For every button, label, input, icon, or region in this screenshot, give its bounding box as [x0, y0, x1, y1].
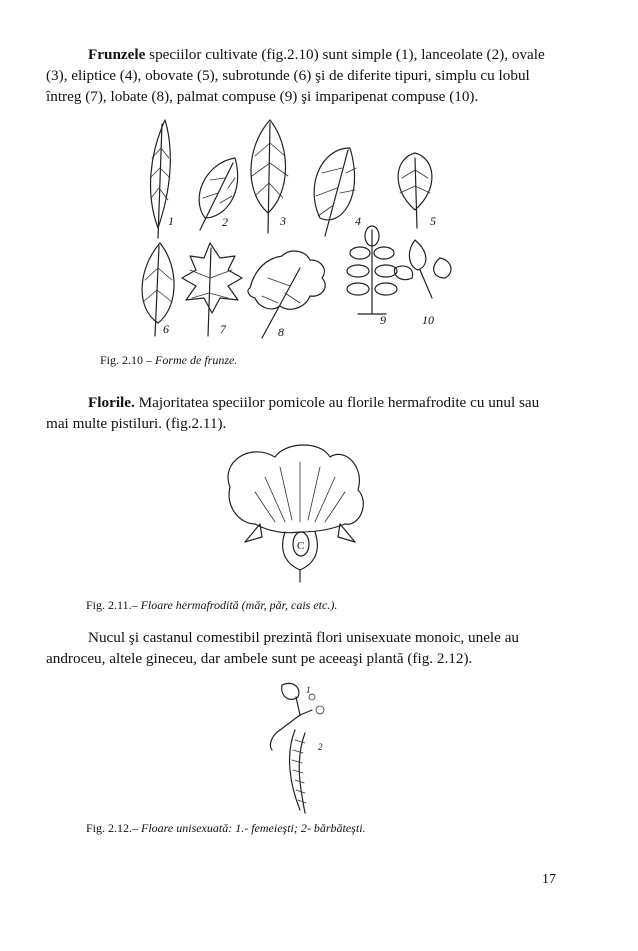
label-8: 8 [278, 325, 284, 339]
label-1: 1 [168, 214, 174, 228]
caption-fig-2-12: Fig. 2.12.– Floare unisexuată: 1.- femeieşti; 2- bărbăteşti. [86, 821, 366, 835]
figure-leaf-shapes [0, 118, 638, 348]
leaf-lobed-entire-7 [182, 243, 242, 336]
leaf-lobed-8 [248, 251, 325, 338]
leaf-obovate-5 [398, 153, 432, 228]
term-flowers: Florile. [88, 394, 135, 411]
label-7: 7 [220, 322, 226, 336]
leaf-elliptic-4 [314, 148, 356, 236]
caption-fig-2-10: Fig. 2.10 – Forme de frunze. [100, 353, 238, 367]
label-6: 6 [163, 322, 169, 336]
leaf-imparipinnate-10 [394, 240, 451, 298]
paragraph-walnut: Nucul şi castanul comestibil prezintă flori unisexuate monoic, unele au androceu, altele gineceu, dar ambele sunt pe aceeaşi plantă (fig. 2.12). [46, 629, 520, 667]
figure-unisexual-flower [0, 675, 638, 820]
caption-fig-2-11: Fig. 2.11.– Floare hermafrodită (măr, păr, cais etc.). [86, 598, 338, 612]
paragraph-flowers: Florile. Majoritatea speciilor pomicole au florile hermafrodite cu unul sau mai multe pistiluri. (fig.2.11). [46, 394, 540, 432]
label-5: 5 [430, 214, 436, 228]
leaf-palmate-9 [347, 226, 397, 314]
label-female: 1 [306, 685, 311, 695]
label-c: C [297, 540, 305, 552]
label-2: 2 [222, 215, 228, 229]
label-10: 10 [422, 313, 434, 327]
label-4: 4 [355, 214, 361, 228]
leaf-subrotund-6 [142, 243, 174, 336]
term-leaves: Frunzele [88, 46, 146, 63]
label-9: 9 [380, 313, 386, 327]
leaf-lanceolate-2 [199, 158, 238, 230]
figure-hermaphrodite-flower [0, 432, 638, 582]
page-number: 17 [542, 872, 556, 887]
catkin-drawing [270, 683, 324, 813]
label-3: 3 [280, 214, 286, 228]
paragraph-leaves: Frunzele speciilor cultivate (fig.2.10) sunt simple (1), lanceolate (2), ovale (3), eliptice (4), obovate (5), subrotunde (6) şi de diferite tipuri, simplu cu lobul întreg (7), lobate (8), palmat compuse (9) şi imparipenat compuse (10). [46, 46, 545, 105]
flower-drawing [228, 445, 363, 582]
label-male: 2 [318, 742, 323, 752]
